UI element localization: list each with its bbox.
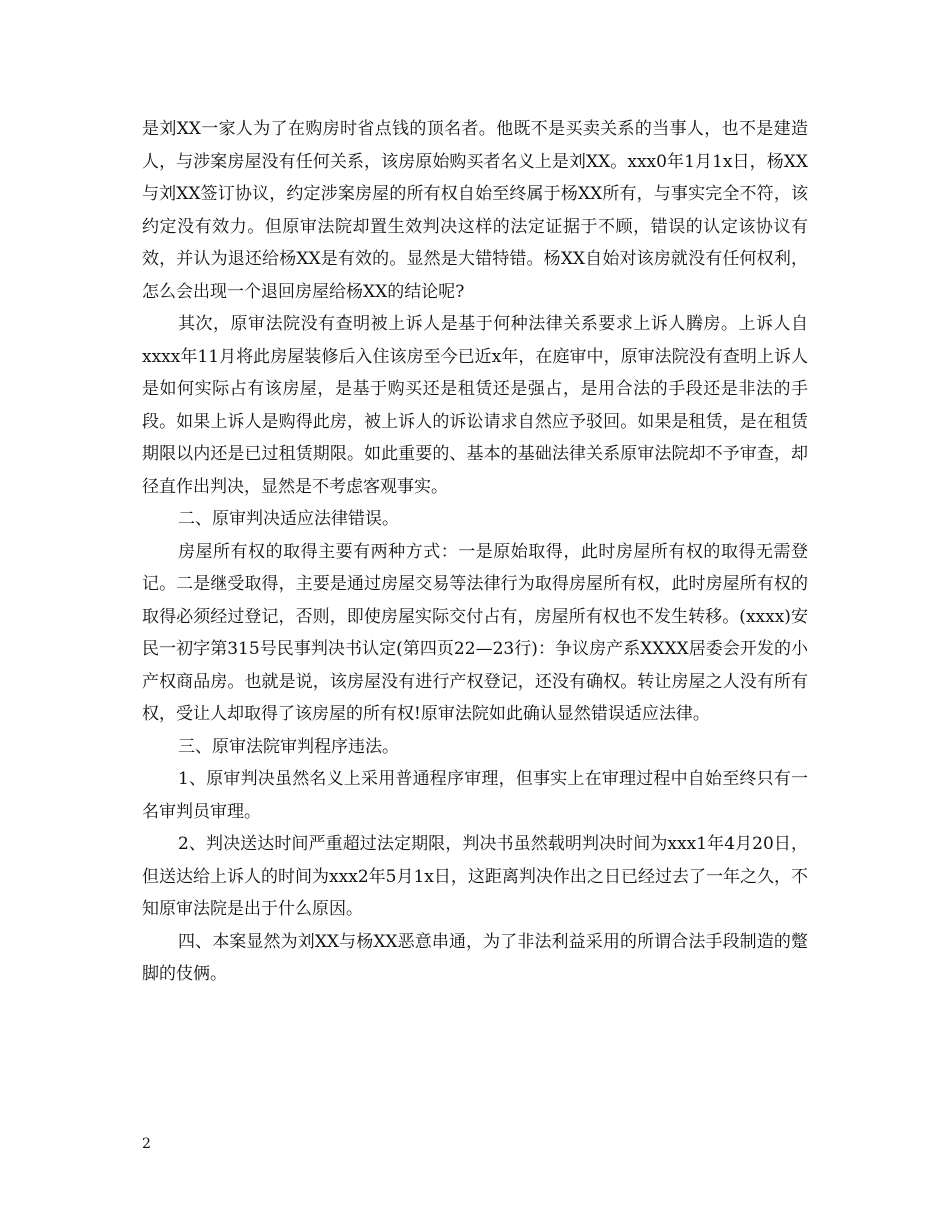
- paragraph-procedure-one: 1、原审判决虽然名义上采用普通程序审理，但事实上在审理过程中自始至终只有一名审判员审理。: [142, 769, 808, 822]
- paragraph-secondly: 其次，原审法院没有查明被上诉人是基于何种法律关系要求上诉人腾房。上诉人自xxxx年11月将此房屋装修后入住该房至今已近x年，在庭审中，原审法院没有查明上诉人是如何实际占有该房屋，是基于购买还是租赁还是强占，是用合法的手段还是非法的手段。如果上诉人是购得此房，被上诉人的诉讼请求自然应予驳回。如果是租赁，是在租赁期限以内还是已过租赁期限。如此重要的、基本的基础法律关系原审法院却不予审查，却径直作出判决，显然是不考虑客观事实。: [142, 314, 808, 497]
- paragraph-procedure-two: 2、判决送达时间严重超过法定期限，判决书虽然载明判决时间为xxx1年4月20日，但送达给上诉人的时间为xxx2年5月1x日，这距离判决作出之日已经过去了一年之久，不知原审法院是出于什么原因。: [142, 834, 808, 919]
- section-heading-four: 四、本案显然为刘XX与杨XX恶意串通，为了非法利益采用的所谓合法手段制造的蹩脚的伎俩。: [142, 931, 808, 984]
- section-heading-three: 三、原审法院审判程序违法。: [178, 736, 399, 757]
- document-body: [142, 113, 808, 991]
- paragraph-continuation: 是刘XX一家人为了在购房时省点钱的顶名者。他既不是买卖关系的当事人，也不是建造人，与涉案房屋没有任何关系，该房原始购买者名义上是刘XX。xxx0年1月1x日，杨XX与刘XX签订协议，约定涉案房屋的所有权自始至终属于杨XX所有，与事实完全不符，该约定没有效力。但原审法院却置生效判决这样的法定证据于不顾，错误的认定该协议有效，并认为退还给杨XX是有效的。显然是大错特错。杨XX自始对该房就没有任何权利，怎么会出现一个退回房屋给杨XX的结论呢?: [142, 119, 808, 302]
- section-heading-two: 二、原审判决适应法律错误。: [178, 509, 399, 529]
- page-number: 2: [142, 1136, 151, 1152]
- paragraph-ownership: 房屋所有权的取得主要有两种方式：一是原始取得，此时房屋所有权的取得无需登记。二是继受取得，主要是通过房屋交易等法律行为取得房屋所有权，此时房屋所有权的取得必须经过登记，否则，即使房屋实际交付占有，房屋所有权也不发生转移。(xxxx)安民一初字第315号民事判决书认定(第四页22—23行)：争议房产系XXXX居委会开发的小产权商品房。也就是说，该房屋没有进行产权登记，还没有确权。转让房屋之人没有所有权，受让人却取得了该房屋的所有权!原审法院如此确认显然错误适应法律。: [142, 541, 808, 724]
